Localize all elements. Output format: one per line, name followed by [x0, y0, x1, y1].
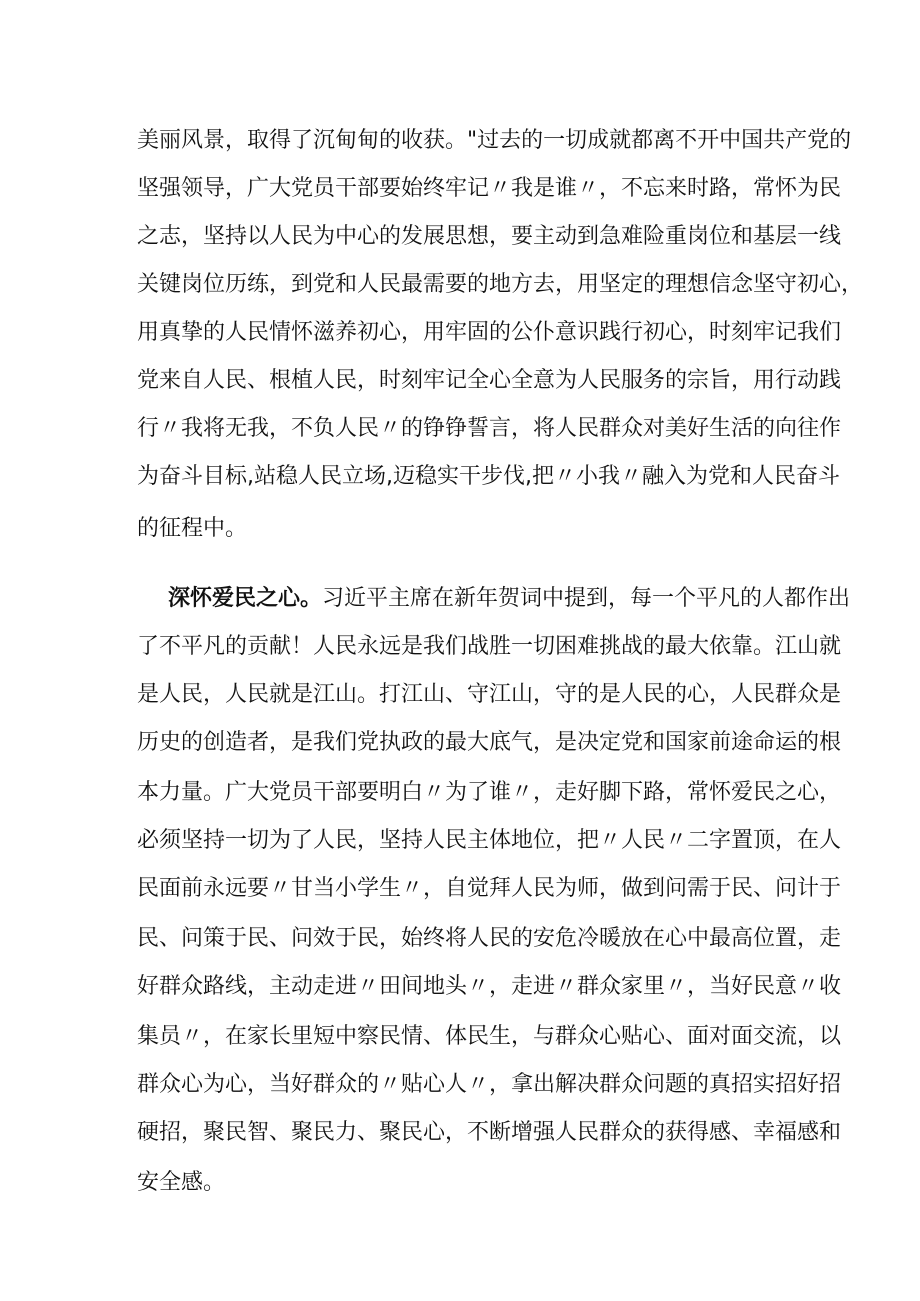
paragraph-2-line: 了不平凡的贡献！人民永远是我们战胜一切困难挑战的最大依靠。江山就	[137, 634, 842, 659]
paragraph-2-first-line	[168, 584, 850, 614]
paragraph-1-line: 用真挚的人民情怀滋养初心，用牢固的公仆意识践行初心，时刻牢记我们	[137, 320, 842, 345]
paragraph-1-line: 行〃我将无我，不负人民〃的铮铮誓言，将人民群众对美好生活的向往作	[137, 416, 842, 441]
paragraph-2-line: 硬招，聚民智、聚民力、聚民心，不断增强人民群众的获得感、幸福感和	[137, 1120, 842, 1145]
paragraph-2-line: 安全感。	[137, 1170, 226, 1195]
paragraph-2-line: 本力量。广大党员干部要明白〃为了谁〃，走好脚下路，常怀爱民之心，	[137, 780, 842, 805]
paragraph-2-line: 群众心为心，当好群众的〃贴心人〃，拿出解决群众问题的真招实招好招	[137, 1072, 842, 1097]
paragraph-2-line: 必须坚持一切为了人民，坚持人民主体地位，把〃人民〃二字置顶，在人	[137, 828, 842, 853]
paragraph-2-line: 好群众路线，主动走进〃田间地头〃，走进〃群众家里〃，当好民意〃收	[137, 974, 842, 999]
paragraph-2-line: 集员〃，在家长里短中察民情、体民生，与群众心贴心、面对面交流，以	[137, 1024, 842, 1049]
paragraph-2-line: 是人民，人民就是江山。打江山、守江山，守的是人民的心，人民群众是	[137, 682, 842, 707]
section-heading: 深怀爱民之心。	[168, 586, 323, 611]
paragraph-1-line: 坚强领导，广大党员干部要始终牢记〃我是谁〃，不忘来时路，常怀为民	[137, 176, 842, 201]
paragraph-1-line: 之志，坚持以人民为中心的发展思想，要主动到急难险重岗位和基层一线	[137, 224, 842, 249]
paragraph-1-line: 关键岗位历练，到党和人民最需要的地方去，用坚定的理想信念坚守初心，	[137, 272, 864, 297]
paragraph-1-line: 为奋斗目标,站稳人民立场,迈稳实干步伐,把〃小我〃融入为党和人民奋斗	[137, 464, 840, 489]
paragraph-1-line: 党来自人民、根植人民，时刻牢记全心全意为人民服务的宗旨，用行动践	[137, 368, 842, 393]
paragraph-2-line: 民、问策于民、问效于民，始终将人民的安危冷暖放在心中最高位置，走	[137, 926, 842, 951]
paragraph-2-line: 民面前永远要〃甘当小学生〃，自觉拜人民为师，做到问需于民、问计于	[137, 876, 842, 901]
paragraph-2-line: 历史的创造者，是我们党执政的最大底气，是决定党和国家前途命运的根	[137, 730, 842, 755]
paragraph-1-line: 的征程中。	[137, 516, 248, 541]
paragraph-1-line: 美丽风景，取得了沉甸甸的收获。"过去的一切成就都离不开中国共产党的	[137, 128, 852, 153]
paragraph-2-first-line-text: 习近平主席在新年贺词中提到，每一个平凡的人都作出	[322, 586, 851, 611]
